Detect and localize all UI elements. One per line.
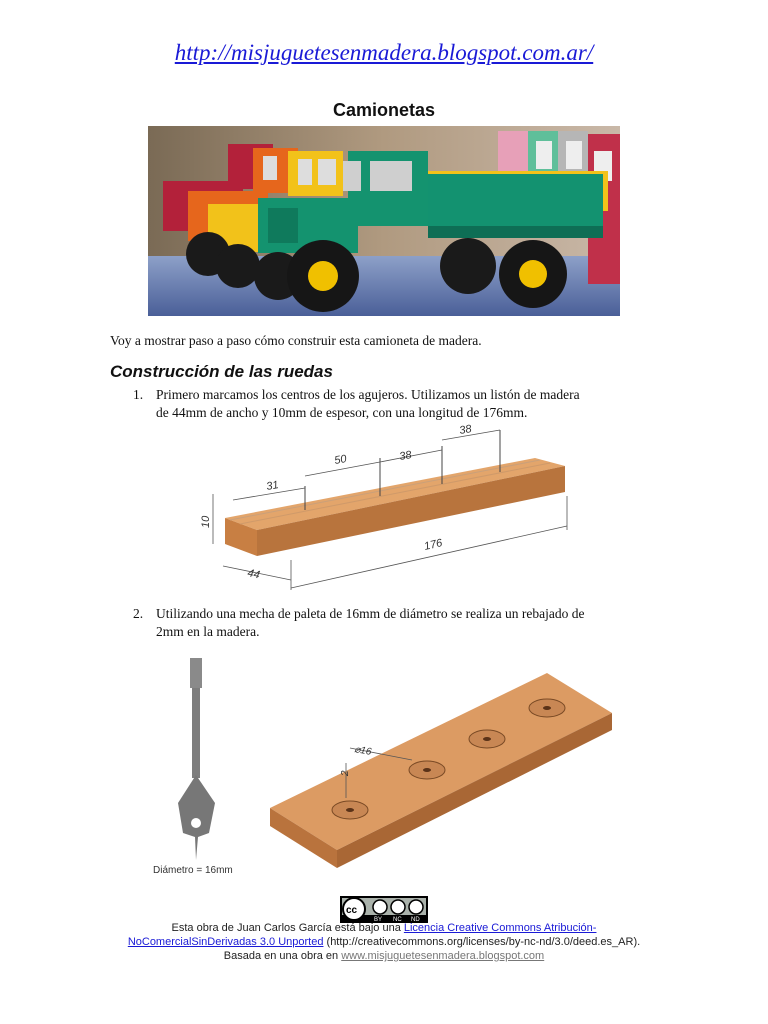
svg-text:cc: cc	[346, 905, 358, 916]
dimension-label: 50	[333, 453, 348, 467]
cc-by-label: BY	[374, 917, 383, 923]
step-text-line: Primero marcamos los centros de los agujeros. Utilizamos un listón de madera	[156, 387, 580, 402]
dimension-label: ⌀16	[353, 744, 373, 758]
page-title: Camionetas	[332, 100, 436, 120]
cc-license-badge[interactable]	[340, 896, 428, 923]
header-url-link[interactable]: http://misjuguetesenmadera.blogspot.com.ar/	[174, 40, 594, 65]
step-text-line: 2mm en la madera.	[156, 624, 260, 639]
plank-recess-drawing	[262, 668, 622, 883]
dimension-label: 2	[340, 770, 351, 776]
footer-attribution	[0, 921, 768, 963]
cc-nd-label: ND	[411, 917, 420, 923]
license-link[interactable]: NoComercialSinDerivadas 3.0 Unported	[127, 936, 324, 948]
footer-text: Esta obra de Juan Carlos García está bajo una	[171, 922, 404, 934]
dimension-label: 176	[422, 537, 444, 553]
step-text-line: Utilizando una mecha de paleta de 16mm de diámetro se realiza un rebajado de	[156, 606, 585, 621]
intro-text: Voy a mostrar paso a paso cómo construir esta camioneta de madera.	[110, 333, 482, 348]
section-heading: Construcción de las ruedas	[110, 362, 333, 381]
dimension-label: 44	[246, 567, 261, 582]
dimension-label: 31	[265, 479, 280, 493]
step-text-line: de 44mm de ancho y 10mm de espesor, con una longitud de 176mm.	[156, 405, 528, 420]
step-number: 2.	[133, 606, 144, 621]
plank-dimension-drawing	[195, 418, 585, 613]
dimension-label: 10	[200, 515, 212, 528]
step-number: 1.	[133, 387, 144, 402]
spade-drill-bit-drawing	[145, 655, 255, 890]
cc-nc-label: NC	[393, 917, 402, 923]
footer-text: Basada en una obra en	[223, 950, 342, 962]
toy-trucks-photo	[148, 126, 620, 316]
drill-caption: Diámetro = 16mm	[153, 865, 233, 876]
dimension-label: 38	[398, 449, 413, 463]
license-link[interactable]: Licencia Creative Commons Atribución-	[403, 922, 597, 934]
source-link[interactable]: www.misjuguetesenmadera.blogspot.com	[341, 950, 545, 962]
footer-text: (http://creativecommons.org/licenses/by-nc-nd/3.0/deed.es_AR).	[323, 936, 641, 948]
dimension-label: 38	[458, 423, 473, 437]
